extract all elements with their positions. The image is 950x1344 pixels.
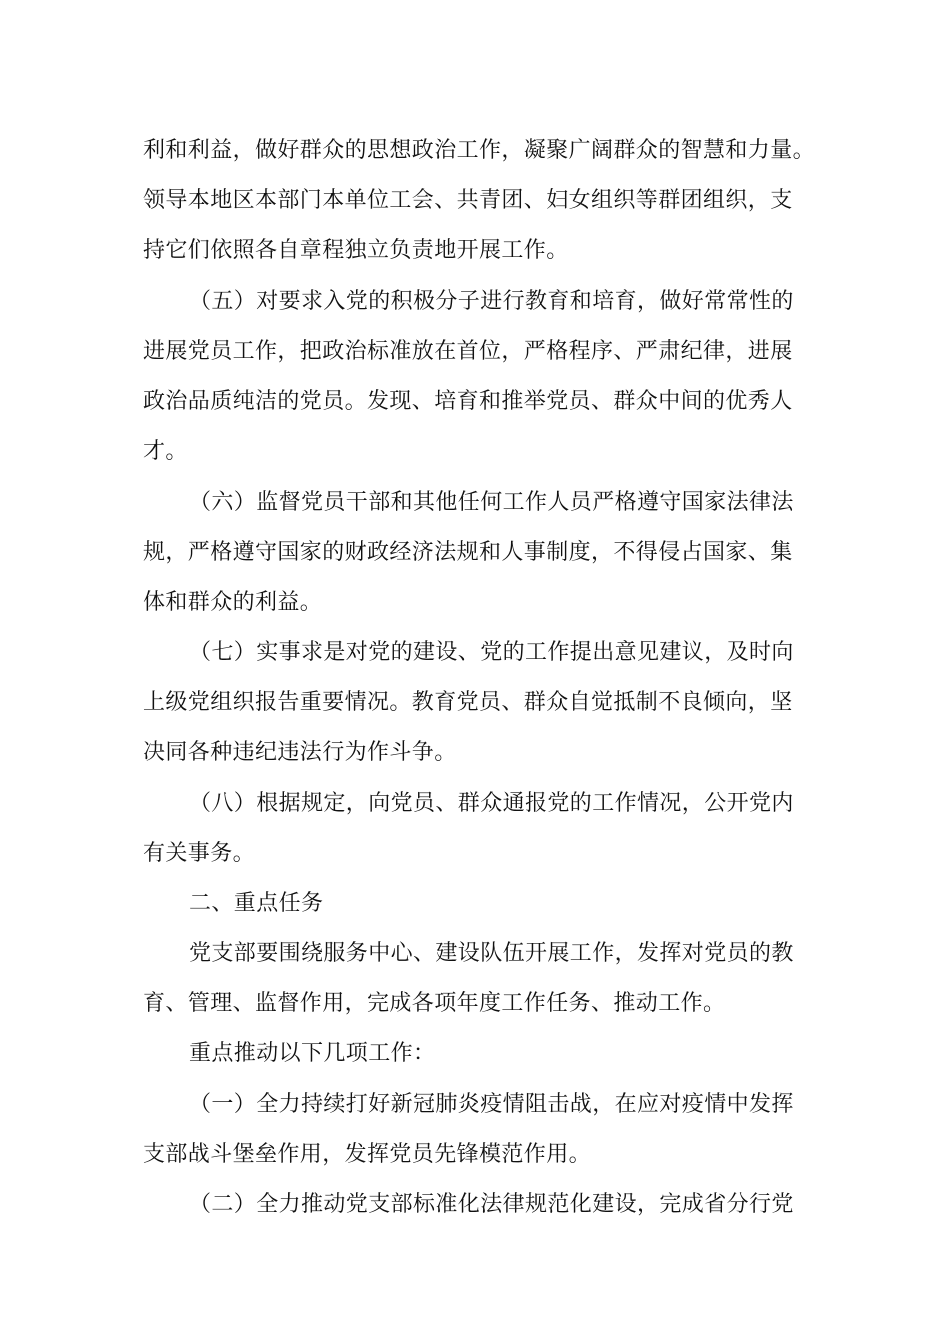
text-line: 育、管理、监督作用，完成各项年度工作任务、推动工作。 (143, 991, 726, 1016)
paragraph-start-line: （八）根据规定，向党员、群众通报党的工作情况，公开党内 (189, 791, 794, 816)
text-line: 体和群众的利益。 (143, 590, 323, 615)
paragraph-start-line: （六）监督党员干部和其他任何工作人员严格遵守国家法律法 (189, 490, 794, 515)
paragraph-start-line: （二）全力推动党支部标准化法律规范化建设，完成省分行党 (189, 1192, 794, 1217)
text-line: 政治品质纯洁的党员。发现、培育和推举党员、群众中间的优秀人 (143, 389, 793, 414)
text-line: 才。 (143, 439, 188, 464)
paragraph-start-line: （七）实事求是对党的建设、党的工作提出意见建议，及时向 (189, 640, 794, 665)
text-line: 利和利益，做好群众的思想政治工作，凝聚广阔群众的智慧和力量。 (143, 138, 816, 163)
text-line: 领导本地区本部门本单位工会、共青团、妇女组织等群团组织，支 (143, 188, 793, 213)
paragraph-start-line: 党支部要围绕服务中心、建设队伍开展工作，发挥对党员的教 (189, 941, 794, 966)
text-line: 上级党组织报告重要情况。教育党员、群众自觉抵制不良倾向，坚 (143, 690, 793, 715)
section-heading: 二、重点任务 (189, 891, 324, 916)
text-line: 有关事务。 (143, 841, 256, 866)
text-line: 规，严格遵守国家的财政经济法规和人事制度，不得侵占国家、集 (143, 540, 793, 565)
paragraph-start-line: 重点推动以下几项工作： (189, 1041, 436, 1066)
text-line: 进展党员工作，把政治标准放在首位，严格程序、严肃纪律，进展 (143, 339, 793, 364)
paragraph-start-line: （一）全力持续打好新冠肺炎疫情阻击战，在应对疫情中发挥 (189, 1092, 794, 1117)
paragraph-start-line: （五）对要求入党的积极分子进行教育和培育，做好常常性的 (189, 289, 794, 314)
text-line: 决同各种违纪违法行为作斗争。 (143, 740, 457, 765)
text-line: 支部战斗堡垒作用，发挥党员先锋模范作用。 (143, 1142, 592, 1167)
text-line: 持它们依照各自章程独立负责地开展工作。 (143, 238, 569, 263)
